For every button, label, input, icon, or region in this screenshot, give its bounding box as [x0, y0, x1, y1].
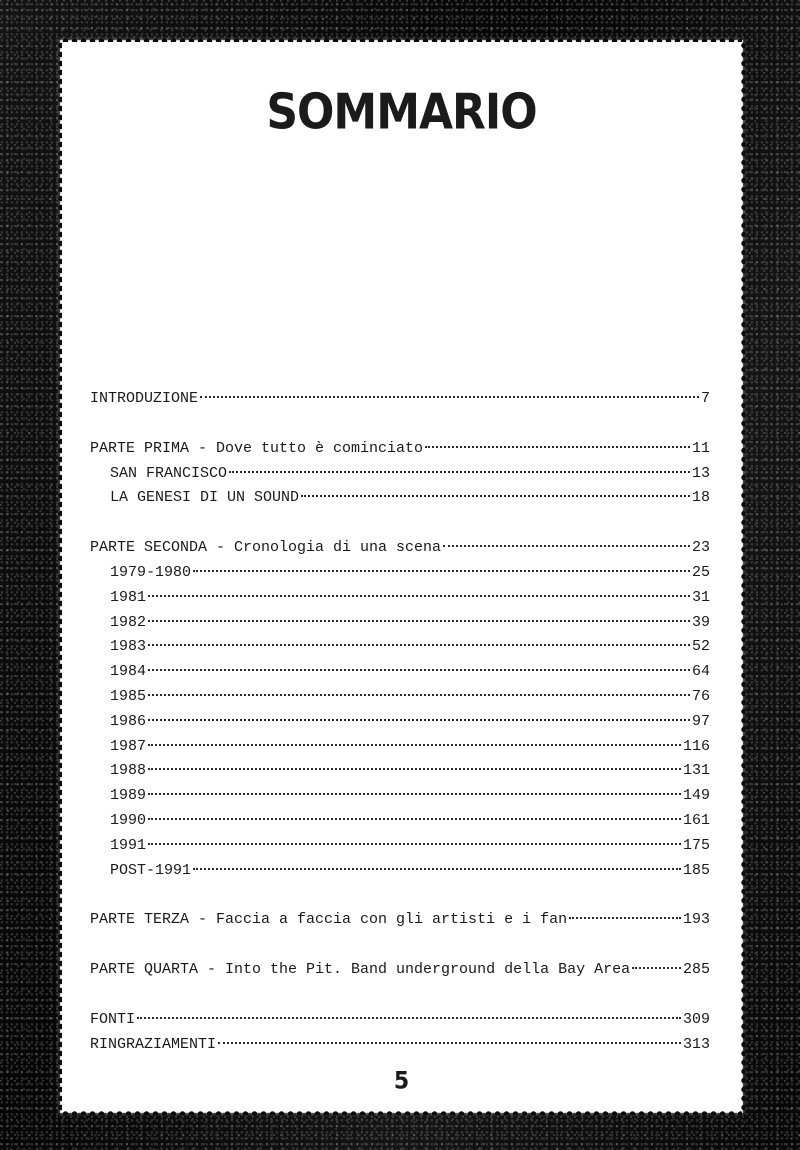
toc-entry-label: FONTI — [90, 1010, 136, 1028]
toc-entry-label: 1982 — [110, 613, 147, 631]
toc-entry-label: 1989 — [110, 787, 147, 805]
dot-leader — [301, 495, 690, 497]
toc-entry-post-1991 — [90, 859, 710, 884]
toc-entry-fonti — [90, 1008, 710, 1033]
dot-leader — [148, 793, 681, 795]
toc-entry-parte-terza — [90, 908, 710, 933]
toc-entry-label: PARTE QUARTA - Into the Pit. Band underground della Bay Area — [90, 961, 631, 979]
toc-entry-page: 25 — [691, 563, 710, 581]
toc-entry-label: 1990 — [110, 811, 147, 829]
toc-entry-1988 — [90, 759, 710, 784]
toc-entry-label: 1985 — [110, 687, 147, 705]
toc-entry-introduzione — [90, 387, 710, 412]
dot-leader — [148, 744, 681, 746]
dot-leader — [148, 595, 690, 597]
toc-entry-label: 1986 — [110, 712, 147, 730]
toc-entry-label: INTRODUZIONE — [90, 390, 199, 407]
toc-entry-1989 — [90, 784, 710, 809]
toc-entry-parte-prima — [90, 437, 710, 462]
toc-entry-label: RINGRAZIAMENTI — [90, 1035, 217, 1053]
dot-leader — [193, 868, 681, 870]
toc-entry-label: SAN FRANCISCO — [110, 464, 228, 482]
dot-leader — [137, 1017, 681, 1019]
dot-leader — [148, 694, 690, 696]
dot-leader — [193, 570, 690, 572]
toc-entry-1982 — [90, 611, 710, 636]
toc-entry-label: 1979-1980 — [110, 563, 192, 581]
dot-leader — [425, 446, 690, 448]
torn-edge-top — [61, 38, 742, 42]
dot-leader — [632, 967, 681, 969]
toc-entry-page: 116 — [682, 737, 710, 755]
toc-entry-1990 — [90, 809, 710, 834]
toc-entry-page: 52 — [691, 638, 710, 656]
dot-leader — [229, 471, 690, 473]
toc-entry-page: 193 — [682, 911, 710, 929]
toc-entry-label: PARTE PRIMA - Dove tutto è cominciato — [90, 439, 424, 457]
toc-entry-page: 131 — [682, 762, 710, 780]
toc-entry-la-genesi — [90, 486, 710, 511]
dot-leader — [148, 719, 690, 721]
dot-leader — [148, 818, 681, 820]
torn-edge-right — [741, 41, 745, 1112]
dot-leader — [218, 1042, 681, 1044]
section-gap — [90, 933, 710, 958]
toc-entry-label: 1987 — [110, 737, 147, 755]
toc-entry-page: 313 — [682, 1035, 710, 1053]
dot-leader — [148, 843, 681, 845]
section-gap — [90, 412, 710, 437]
toc-entry-label: 1981 — [110, 588, 147, 606]
toc-entry-1979-1980 — [90, 561, 710, 586]
dot-leader — [148, 644, 690, 646]
toc-entry-page: 31 — [691, 588, 710, 606]
dot-leader — [148, 620, 690, 622]
toc-entry-label: 1984 — [110, 663, 147, 681]
toc-entry-page: 7 — [700, 390, 710, 407]
page-title: SOMMARIO — [266, 83, 537, 142]
toc-entry-page: 76 — [691, 687, 710, 705]
toc-entry-ringraziamenti — [90, 1033, 710, 1058]
toc-entry-page: 175 — [682, 836, 710, 854]
toc-entry-label: 1988 — [110, 762, 147, 780]
toc-entry-page: 97 — [691, 712, 710, 730]
dot-leader — [200, 396, 699, 398]
toc-entry-1991 — [90, 834, 710, 859]
toc-entry-page: 23 — [691, 539, 710, 557]
toc-entry-page: 13 — [691, 464, 710, 482]
toc-entry-page: 161 — [682, 811, 710, 829]
dot-leader — [569, 917, 681, 919]
toc-entry-label: 1991 — [110, 836, 147, 854]
toc-entry-page: 39 — [691, 613, 710, 631]
torn-edge-bottom — [61, 1111, 742, 1115]
toc-entry-1986 — [90, 710, 710, 735]
toc-entry-label: PARTE SECONDA - Cronologia di una scena — [90, 539, 442, 557]
dot-leader — [443, 545, 690, 547]
book-page — [61, 41, 742, 1112]
toc-entry-page: 185 — [682, 861, 710, 879]
section-gap — [90, 983, 710, 1008]
toc-entry-page: 64 — [691, 663, 710, 681]
dot-leader — [148, 669, 690, 671]
toc-entry-label: PARTE TERZA - Faccia a faccia con gli artisti e i fan — [90, 911, 568, 929]
table-of-contents — [90, 387, 710, 1058]
toc-entry-page: 309 — [682, 1010, 710, 1028]
page-number: 5 — [393, 1067, 410, 1096]
toc-entry-1983 — [90, 635, 710, 660]
toc-entry-parte-quarta — [90, 958, 710, 983]
toc-entry-page: 285 — [682, 961, 710, 979]
toc-entry-label: 1983 — [110, 638, 147, 656]
toc-entry-1984 — [90, 660, 710, 685]
toc-entry-label: LA GENESI DI UN SOUND — [110, 489, 300, 507]
dot-leader — [148, 768, 681, 770]
toc-entry-1987 — [90, 735, 710, 760]
section-gap — [90, 511, 710, 536]
torn-edge-left — [58, 41, 62, 1112]
toc-entry-page: 18 — [691, 489, 710, 507]
toc-entry-1985 — [90, 685, 710, 710]
toc-entry-1981 — [90, 586, 710, 611]
toc-entry-page: 11 — [691, 439, 710, 457]
toc-entry-parte-seconda — [90, 536, 710, 561]
toc-entry-page: 149 — [682, 787, 710, 805]
toc-entry-label: POST-1991 — [110, 861, 192, 879]
section-gap — [90, 883, 710, 908]
toc-entry-san-francisco — [90, 462, 710, 487]
